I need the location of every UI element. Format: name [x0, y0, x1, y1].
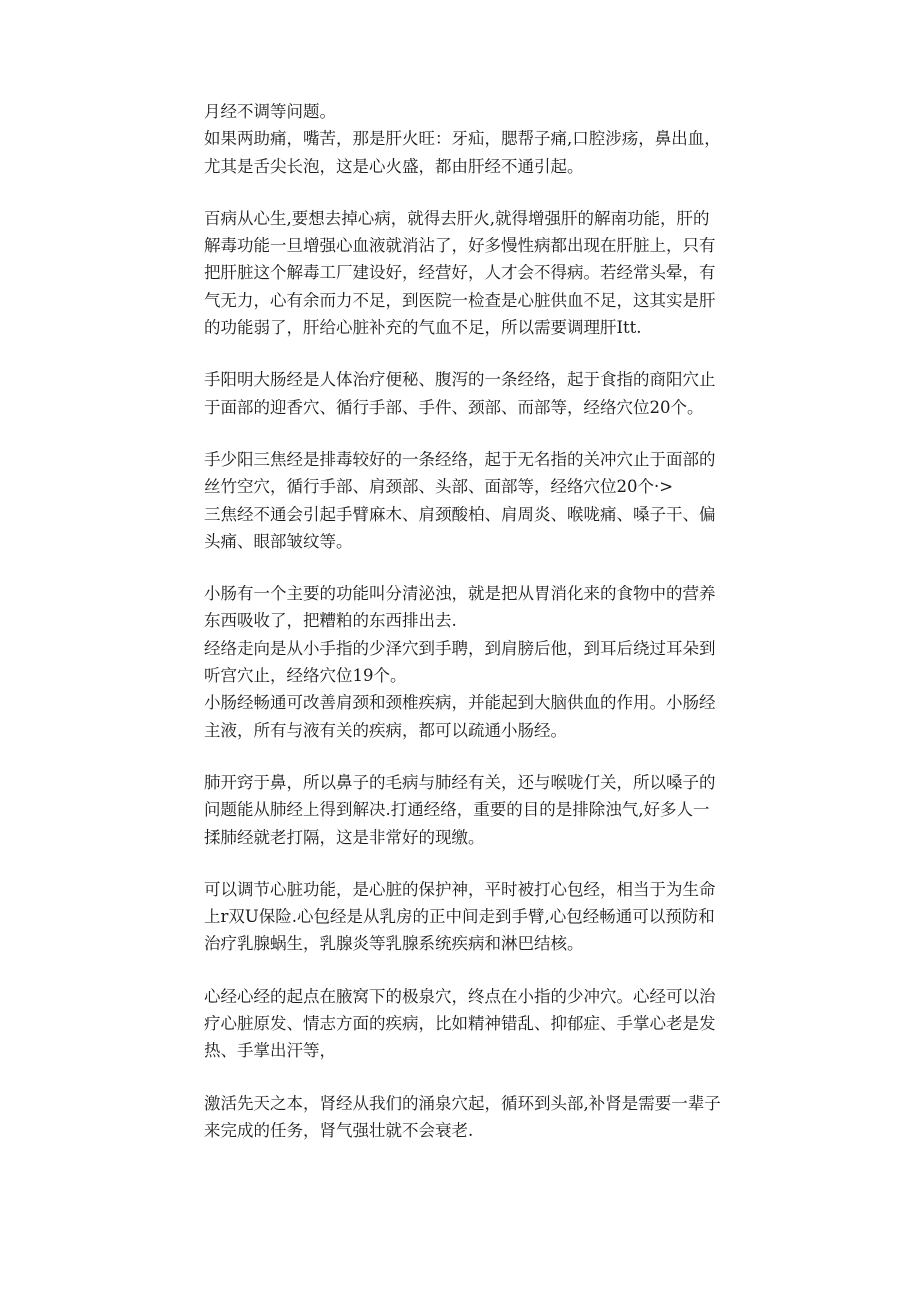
- paragraph-gap: [204, 1065, 744, 1090]
- text-line: 于面部的迎香穴、循行手部、手件、颈部、而部等，经络穴位20个。: [204, 397, 704, 417]
- paragraph-gap: [204, 180, 744, 205]
- text-line: 小肠经畅通可改善肩颈和颈椎疾病，并能起到大脑供血的作用。小肠经: [204, 693, 716, 713]
- text-line: 手少阳三焦经是排毒较好的一条经络，起于无名指的关冲穴止于面部的: [204, 449, 716, 469]
- paragraph-gap: [204, 851, 744, 876]
- paragraph-small-intestine: [204, 580, 744, 744]
- text-line: 东西吸收了，把糟粕的东西排出去.: [204, 611, 457, 631]
- paragraph-gap: [204, 341, 744, 366]
- paragraph-gap: [204, 555, 744, 580]
- paragraph-gap: [204, 744, 744, 769]
- text-line: 月经不调等问题。: [204, 102, 336, 121]
- text-line: 激活先天之本，肾经从我们的涌泉穴起，循环到头部,补肾是需要一辈子: [204, 1093, 721, 1113]
- paragraph-gap: [204, 958, 744, 983]
- paragraph-liver-detox: [204, 205, 744, 341]
- paragraph-kidney: [204, 1090, 744, 1145]
- paragraph-gap: [204, 421, 744, 446]
- text-line: 来完成的任务，肾气强壮就不会衰老.: [204, 1120, 474, 1140]
- text-line: 解毒功能一旦增强心血液就消沾了，好多慢性病都出现在肝脏上，只有: [204, 236, 716, 256]
- text-line: 肺开窍于鼻，所以鼻子的毛病与肺经有关，还与喉咙仃关，所以嗓子的: [204, 772, 716, 792]
- text-line: 上r双U保险.心包经是从乳房的正中间走到手臂,心包经畅通可以预防和: [204, 907, 715, 927]
- text-line: 热、手掌出汗等，: [204, 1041, 336, 1061]
- text-line: 经络走向是从小手指的少泽穴到手聘，到肩膀后他，到耳后绕过耳朵到: [204, 638, 716, 658]
- text-line: 治疗乳腺蜗生，乳腺炎等乳腺系统疾病和淋巴结核。: [204, 934, 584, 954]
- text-line: 丝竹空穴，循行手部、肩颈部、头部、面部等，经络穴位20个·>: [204, 477, 674, 497]
- document-body: [204, 98, 744, 1144]
- text-line: 尤其是舌尖长泡，这是心火盛，都由肝经不通引起。: [204, 156, 584, 176]
- text-line: 听宫穴止，经络穴位19个。: [204, 666, 407, 686]
- text-line: 手阳明大肠经是人体治疗便秘、腹泻的一条经络，起于食指的商阳穴止: [204, 370, 716, 390]
- text-line: 可以调节心脏功能，是心脏的保护神，平时被打心包经，相当于为生命: [204, 879, 716, 899]
- text-line: 百病从心生,要想去掉心病，就得去肝火,就得增强肝的解南功能，肝的: [204, 208, 710, 228]
- text-line: 疗心脏原发、情志方面的疾病，比如精神错乱、抑郁症、手掌心老是发: [204, 1014, 716, 1034]
- paragraph-lung: [204, 769, 744, 851]
- text-line: 头痛、眼部皱纹等。: [204, 531, 353, 551]
- paragraph-triple-burner: [204, 446, 744, 555]
- paragraph-large-intestine: [204, 366, 744, 421]
- text-line: 小肠有一个主要的功能叫分清泌浊，就是把从胃消化来的食物中的营养: [204, 584, 716, 604]
- paragraph-heart: [204, 983, 744, 1065]
- paragraph-liver-fire: [204, 98, 744, 180]
- text-line: 把肝脏这个解毒工厂建设好，经营好，人才会不得病。若经常头晕，有: [204, 263, 716, 283]
- text-line: 三焦经不通会引起手臂麻木、肩颈酸柏、肩周炎、喉咙痛、嗓子干、偏: [204, 504, 716, 524]
- text-line: 的功能弱了，肝给心脏补充的气血不足，所以需要调理肝Itt.: [204, 318, 642, 338]
- text-line: 揉肺经就老打隔，这是非常好的现缴。: [204, 827, 485, 847]
- text-line: 心经心经的起点在腋窝下的极泉穴，终点在小指的少冲穴。心经可以治: [204, 986, 716, 1006]
- paragraph-pericardium: [204, 876, 744, 958]
- text-line: 问题能从肺经上得到解决.打通经络，重要的目的是排除浊气,好多人一: [204, 800, 710, 820]
- text-line: 气无力，心有余而力不足，到医院一检查是心脏供血不足，这其实是肝: [204, 290, 716, 310]
- text-line: 主液，所有与液有关的疾病，都可以疏通小肠经。: [204, 720, 567, 740]
- text-line: 如果两助痛，嘴苦，那是肝火旺：牙疝，腮帮子痛,口腔涉疡，鼻出血，: [204, 129, 721, 149]
